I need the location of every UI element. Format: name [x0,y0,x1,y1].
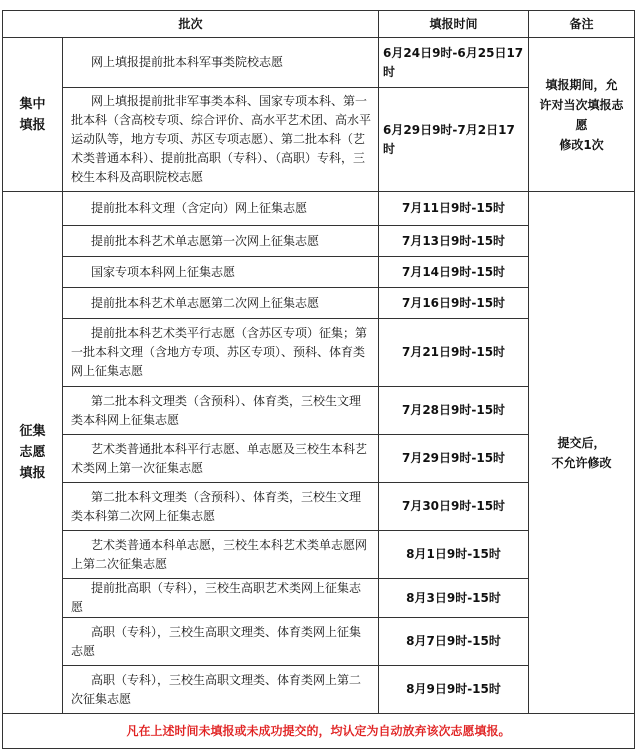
time-cell: 6月29日9时-7月2日17时 [379,88,529,192]
section-label-centralized: 集中 填报 [3,38,63,192]
time-cell: 7月11日9时-15时 [379,192,529,226]
batch-cell: 提前批本科艺术单志愿第二次网上征集志愿 [63,288,379,319]
header-batch: 批次 [3,11,379,38]
time-cell: 7月29日9时-15时 [379,435,529,483]
batch-cell: 提前批本科艺术类平行志愿（含苏区专项）征集；第一批本科文理（含地方专项、苏区专项）、预科、体育类网上征集志愿 [63,319,379,387]
header-row [3,11,635,38]
table-row [3,192,635,226]
batch-cell: 网上填报提前批非军事类本科、国家专项本科、第一批本科（含高校专项、综合评价、高水平艺术团、高水平运动队等，地方专项、苏区专项志愿）、第二批本科（艺术类普通本科）、提前批高职（专科）、（高职）专科，三校生本科及高职院校志愿 [63,88,379,192]
time-cell: 8月1日9时-15时 [379,531,529,579]
time-cell: 7月16日9时-15时 [379,288,529,319]
batch-cell: 高职（专科），三校生高职文理类、体育类网上征集志愿 [63,618,379,666]
header-time: 填报时间 [379,11,529,38]
time-cell: 7月21日9时-15时 [379,319,529,387]
footer-notice: 凡在上述时间未填报或未成功提交的，均认定为自动放弃该次志愿填报。 [3,714,635,749]
time-cell: 7月30日9时-15时 [379,483,529,531]
note-centralized: 填报期间，允 许对当次填报志愿 修改1次 [529,38,635,192]
note-solicit: 提交后， 不允许修改 [529,192,635,714]
batch-cell: 提前批本科文理（含定向）网上征集志愿 [63,192,379,226]
batch-cell: 第二批本科文理类（含预科）、体育类，三校生文理类本科网上征集志愿 [63,387,379,435]
header-note: 备注 [529,11,635,38]
table-row [3,38,635,88]
time-cell: 8月9日9时-15时 [379,666,529,714]
time-cell: 7月13日9时-15时 [379,226,529,257]
batch-cell: 艺术类普通批本科平行志愿、单志愿及三校生本科艺术类网上第一次征集志愿 [63,435,379,483]
batch-cell: 网上填报提前批本科军事类院校志愿 [63,38,379,88]
batch-cell: 国家专项本科网上征集志愿 [63,257,379,288]
batch-cell: 提前批高职（专科），三校生高职艺术类网上征集志愿 [63,579,379,618]
batch-cell: 第二批本科文理类（含预科）、体育类，三校生文理类本科第二次网上征集志愿 [63,483,379,531]
footer-row [3,714,635,749]
time-cell: 6月24日9时-6月25日17时 [379,38,529,88]
time-cell: 7月28日9时-15时 [379,387,529,435]
batch-cell: 艺术类普通本科单志愿，三校生本科艺术类单志愿网上第二次征集志愿 [63,531,379,579]
schedule-table [2,10,635,749]
batch-cell: 高职（专科），三校生高职文理类、体育类网上第二次征集志愿 [63,666,379,714]
section-label-solicit: 征集 志愿 填报 [3,192,63,714]
time-cell: 8月3日9时-15时 [379,579,529,618]
time-cell: 7月14日9时-15时 [379,257,529,288]
batch-cell: 提前批本科艺术单志愿第一次网上征集志愿 [63,226,379,257]
time-cell: 8月7日9时-15时 [379,618,529,666]
